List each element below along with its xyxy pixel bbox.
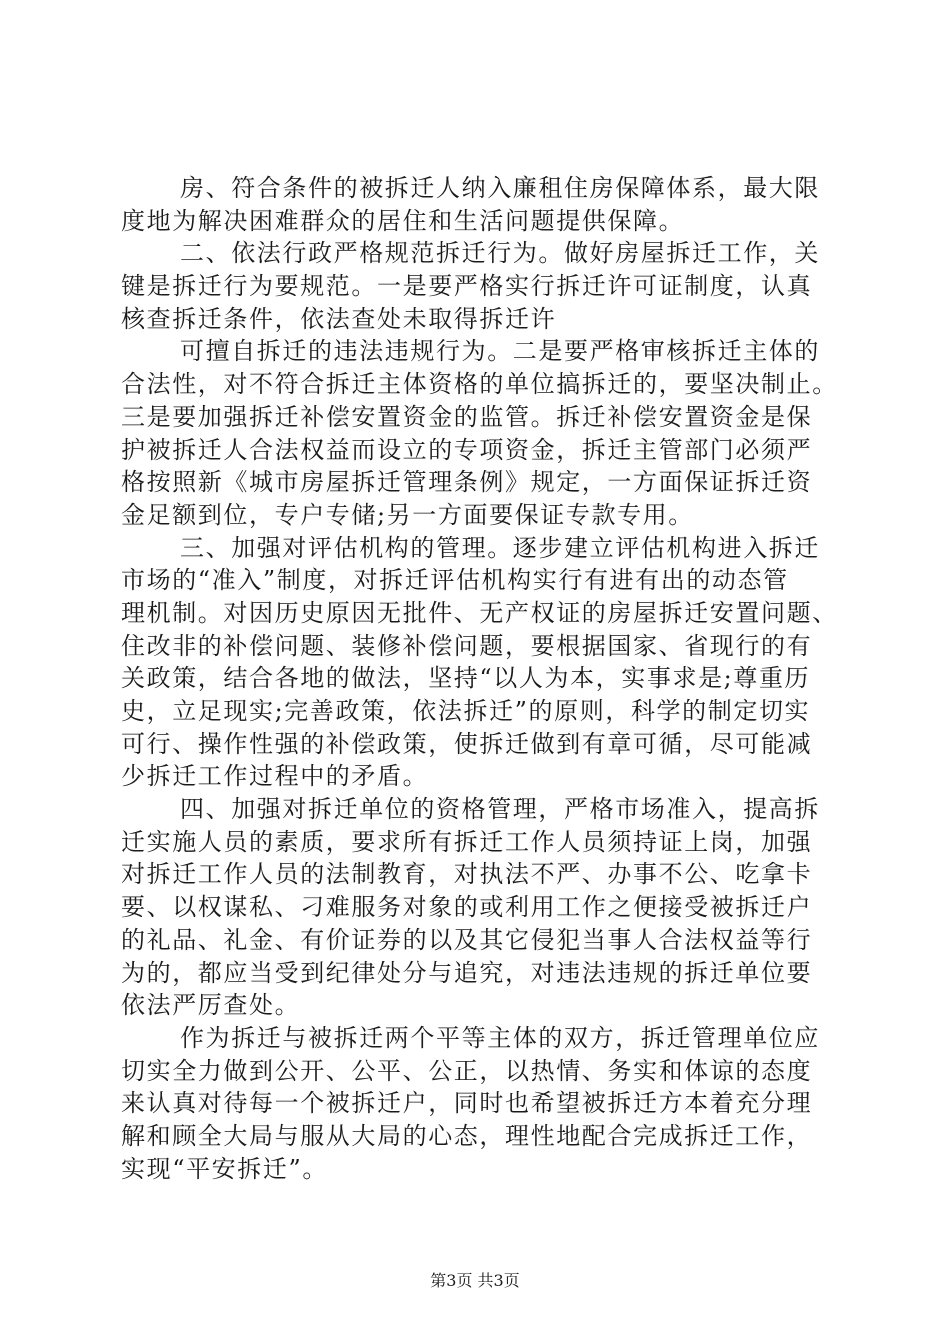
text-line: 合法性，对不符合拆迁主体资格的单位搞拆迁的，要坚决制止。	[121, 370, 838, 399]
text-line: 对拆迁工作人员的法制教育，对执法不严、办事不公、吃拿卡	[121, 860, 813, 889]
text-line: 实现“平安拆迁”。	[121, 1154, 328, 1183]
document-body	[121, 172, 841, 1185]
text-line: 键是拆迁行为要规范。一是要严格实行拆迁许可证制度，认真	[121, 272, 813, 301]
text-line: 依法严厉查处。	[121, 991, 301, 1020]
text-line: 少拆迁工作过程中的矛盾。	[121, 762, 429, 791]
text-line: 为的，都应当受到纪律处分与追究，对违法违规的拆迁单位要	[121, 958, 813, 987]
text-line: 可擅自拆迁的违法违规行为。二是要严格审核拆迁主体的	[180, 337, 820, 366]
text-line: 三是要加强拆迁补偿安置资金的监管。拆迁补偿安置资金是保	[121, 402, 813, 431]
text-line: 史，立足现实;完善政策，依法拆迁”的原则，科学的制定切实	[121, 697, 811, 725]
text-line: 市场的“准入”制度，对拆迁评估机构实行有进有出的动态管	[121, 566, 789, 595]
text-line: 要、以权谋私、刁难服务对象的或利用工作之便接受被拆迁户	[121, 893, 813, 922]
text-line: 来认真对待每一个被拆迁户，同时也希望被拆迁方本着充分理	[121, 1089, 813, 1118]
text-line: 格按照新《城市房屋拆迁管理条例》规定，一方面保证拆迁资	[121, 468, 813, 497]
text-line: 房、符合条件的被拆迁人纳入廉租住房保障体系，最大限	[180, 174, 820, 202]
text-line: 关政策，结合各地的做法，坚持“以人为本，实事求是;尊重历	[121, 664, 811, 693]
text-line: 二、依法行政严格规范拆迁行为。做好房屋拆迁工作，关	[180, 239, 820, 268]
text-line: 住改非的补偿问题、装修补偿问题，要根据国家、省现行的有	[121, 631, 813, 660]
text-line: 三、加强对评估机构的管理。逐步建立评估机构进入拆迁	[180, 533, 820, 562]
text-line: 的礼品、礼金、有价证券的以及其它侵犯当事人合法权益等行	[121, 925, 813, 954]
text-line: 理机制。对因历史原因无批件、无产权证的房屋拆迁安置问题、	[121, 598, 838, 627]
text-line: 可行、操作性强的补偿政策，使拆迁做到有章可循，尽可能减	[121, 729, 813, 758]
text-line: 金足额到位，专户专储;另一方面要保证专款专用。	[121, 500, 694, 529]
text-line: 作为拆迁与被拆迁两个平等主体的双方，拆迁管理单位应	[180, 1023, 820, 1052]
text-line: 四、加强对拆迁单位的资格管理，严格市场准入，提高拆	[180, 795, 820, 824]
text-line: 核查拆迁条件，依法查处未取得拆迁许	[121, 304, 557, 333]
text-line: 解和顾全大局与服从大局的心态，理性地配合完成拆迁工作，	[121, 1121, 813, 1150]
text-line: 护被拆迁人合法权益而设立的专项资金，拆迁主管部门必须严	[121, 435, 813, 464]
text-line: 度地为解决困难群众的居住和生活问题提供保障。	[121, 206, 685, 235]
page-footer: 第3页 共3页	[430, 1271, 520, 1290]
text-line: 迁实施人员的素质，要求所有拆迁工作人员须持证上岗，加强	[121, 827, 813, 856]
text-line: 切实全力做到公开、公平、公正，以热情、务实和体谅的态度	[121, 1056, 813, 1085]
